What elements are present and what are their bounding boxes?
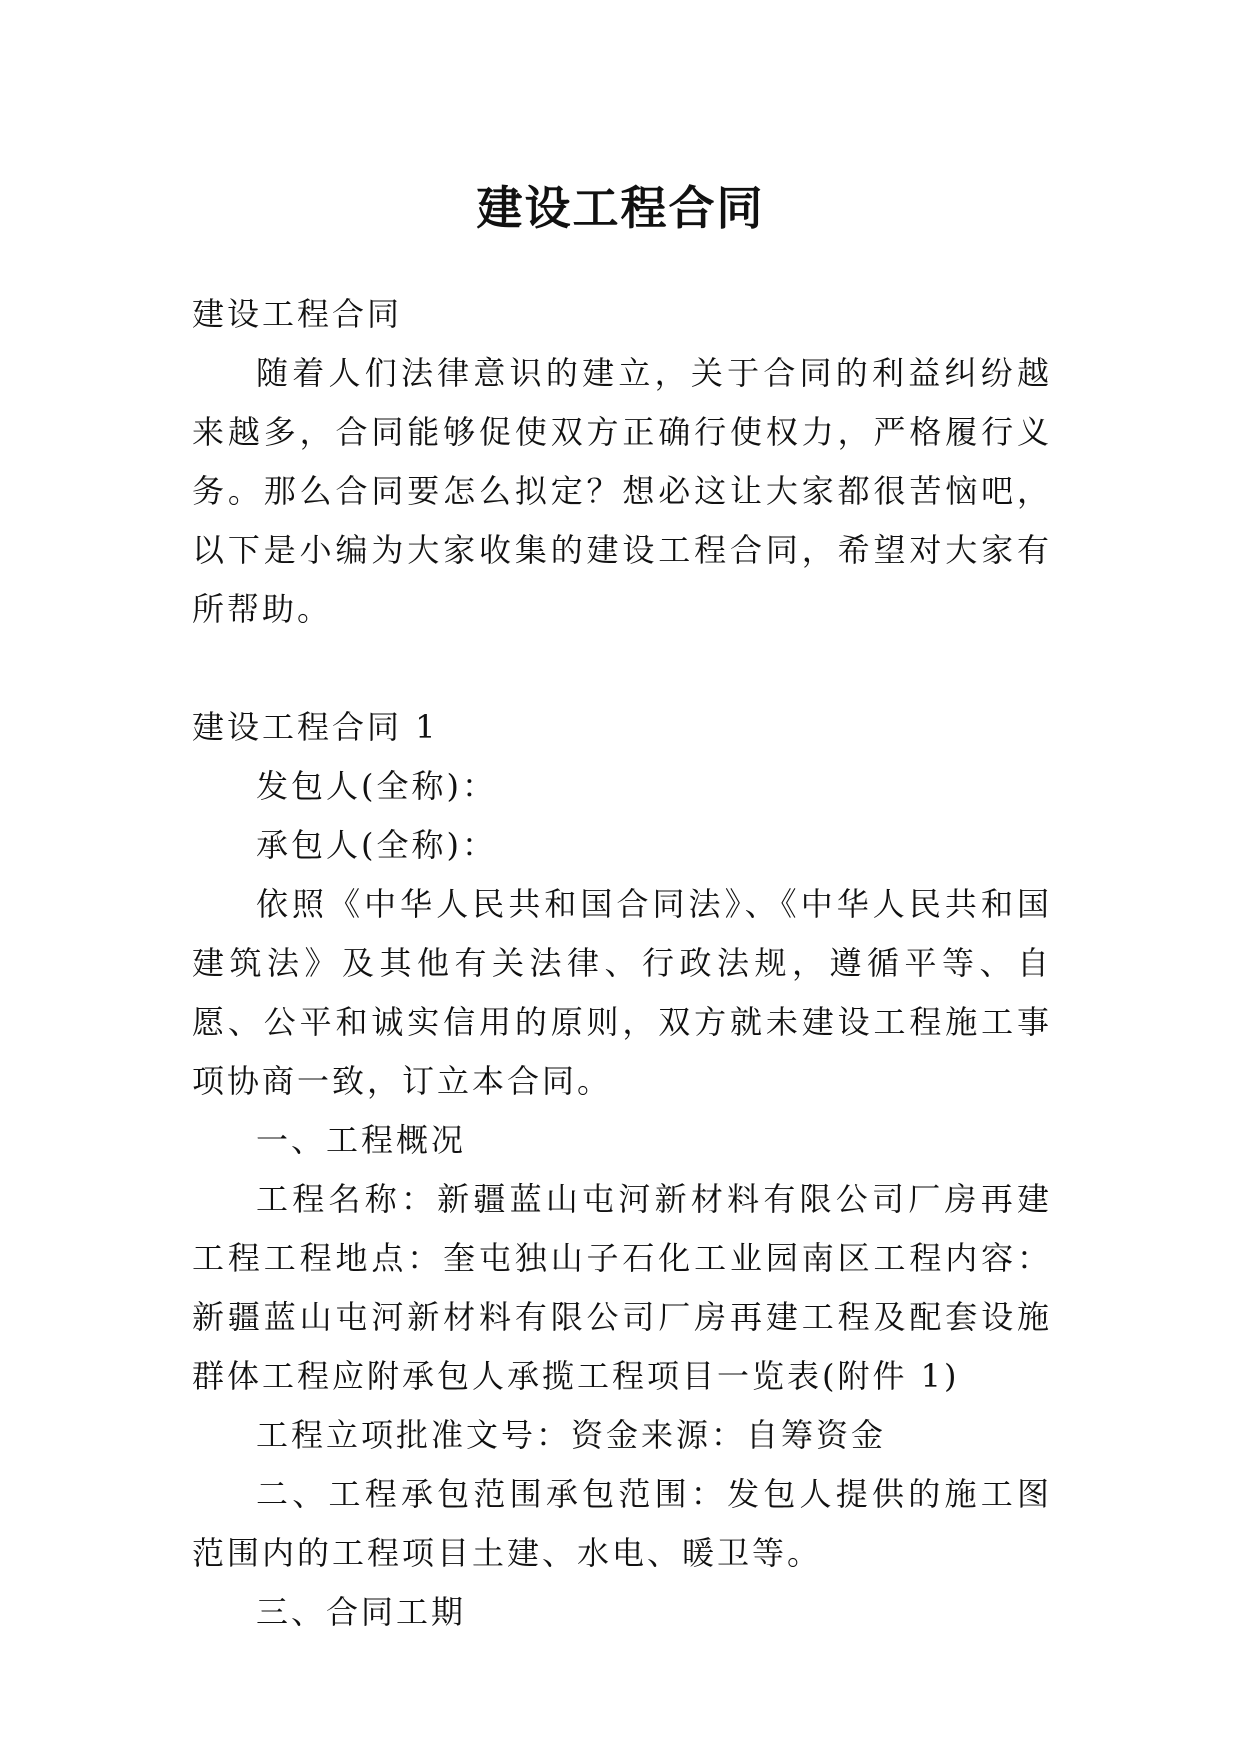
clause-heading-overview: 一、工程概况 xyxy=(256,1121,467,1159)
paragraph-spacer xyxy=(192,639,1052,698)
document-title: 建设工程合同 xyxy=(476,180,765,235)
scope-paragraph: 二、工程承包范围承包范围：发包人提供的施工图范围内的工程项目土建、水电、暖卫等。 xyxy=(192,1475,1052,1572)
intro-paragraph: 随着人们法律意识的建立，关于合同的利益纠纷越来越多，合同能够促使双方正确行使权力，严格履行义务。那么合同要怎么拟定？想必这让大家都很苦恼吧，以下是小编为大家收集的建设工程合同，希望对大家有所帮助。 xyxy=(192,354,1052,628)
approval-funding-line: 工程立项批准文号：资金来源：自筹资金 xyxy=(256,1416,887,1454)
contractor-line: 承包人(全称)： xyxy=(256,826,497,864)
legal-basis-paragraph: 依照《中华人民共和国合同法》、《中华人民共和国建筑法》及其他有关法律、行政法规，遵循平等、自愿、公平和诚实信用的原则，双方就未建设工程施工事项协商一致，订立本合同。 xyxy=(192,885,1052,1100)
employer-line: 发包人(全称)： xyxy=(256,767,497,805)
clause-heading-duration: 三、合同工期 xyxy=(256,1593,467,1631)
project-details-paragraph: 工程名称：新疆蓝山屯河新材料有限公司厂房再建工程工程地点：奎屯独山子石化工业园南区工程内容：新疆蓝山屯河新材料有限公司厂房再建工程及配套设施群体工程应附承包人承揽工程项目一览表(附件 1) xyxy=(192,1180,1052,1395)
section-heading: 建设工程合同 xyxy=(192,295,403,333)
contract-heading: 建设工程合同 1 xyxy=(192,708,439,746)
document-body xyxy=(192,285,1052,1642)
